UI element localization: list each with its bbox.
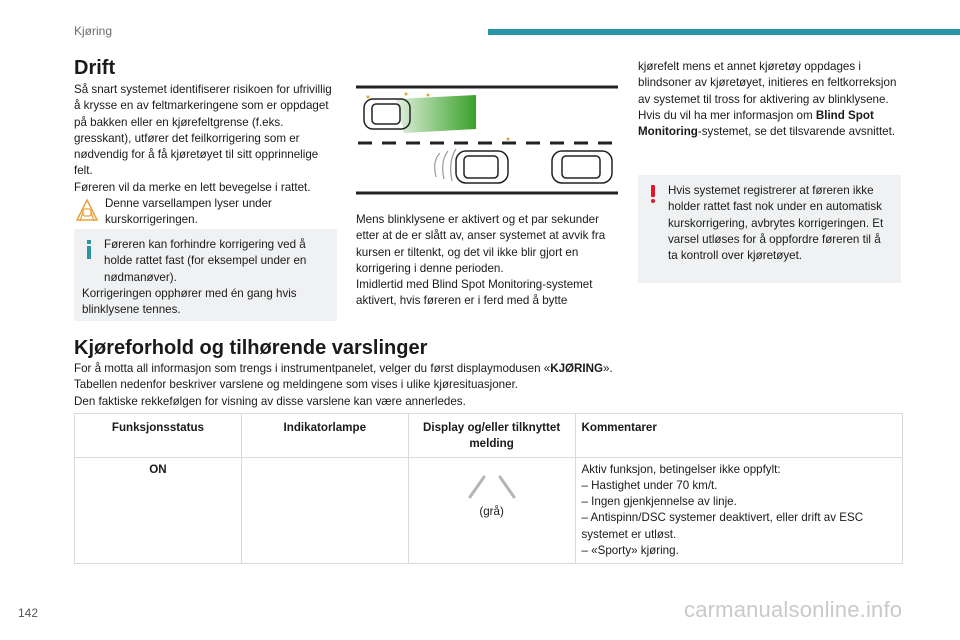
display-grey-label: (grå) <box>479 504 504 518</box>
cell-display <box>408 457 575 564</box>
bsm-link-pre: Hvis du vil ha mer informasjon om <box>638 108 816 122</box>
drift-paragraph-1: Så snart systemet identifiserer risikoen for ufrivillig å krysse en av feltmarkeringene som er oppdaget på bakken eller en kjørefeltgrense (f.eks. gresskant), utfører det feilkorrigering som er nødvendig for å få kjøretøyet til sitt opprinnelige felt. <box>74 83 332 178</box>
display-mode-name: KJØRING <box>550 362 604 375</box>
col-header-indicator: Indikatorlampe <box>241 414 408 458</box>
drift-body <box>74 82 332 229</box>
drift-title: Drift <box>74 57 116 79</box>
lane-departure-warning-icon <box>74 197 100 223</box>
conditions-intro <box>74 361 904 410</box>
comment-item: – Antispinn/DSC systemer deaktivert, eller drift av ESC systemet er utløst. <box>581 511 864 541</box>
info-note <box>74 229 337 321</box>
conditions-title: Kjøreforhold og tilhørende varslinger <box>74 337 428 359</box>
watermark: carmanualsonline.info <box>684 597 903 622</box>
col-header-status: Funksjonsstatus <box>75 414 242 458</box>
cell-comments <box>575 457 903 564</box>
comment-item: – Ingen gjenkjennelse av linje. <box>581 495 737 509</box>
cell-indicator <box>241 457 408 564</box>
col-header-comments: Kommentarer <box>575 414 903 458</box>
lamp-row <box>74 196 332 229</box>
middle-paragraph-1: Mens blinklysene er aktivert og et par sekunder etter at de er slått av, anser systemet at avvik fra kursen er tiltenkt, og det vil ikke blir gjort en korrigering i denne perioden. <box>356 213 606 275</box>
header-accent-bar <box>488 29 960 35</box>
col-header-display: Display og/eller tilknyttet melding <box>408 414 575 458</box>
alerts-table <box>74 413 903 564</box>
bsm-link-post: -systemet, se det tilsvarende avsnittet. <box>697 125 896 139</box>
table-row <box>75 457 903 564</box>
warning-note-text: Hvis systemet registrerer at føreren ikke holder rattet fast nok under en automatisk kurskorrigering, avbrytes korrigeringen. Et varsel utløses for å oppfordre føreren til å ta kontroll over kjøretøyet. <box>668 184 884 263</box>
page-number: 142 <box>18 606 39 620</box>
bsm-reference: Blind Spot Monitoring <box>638 108 874 139</box>
cell-status: ON <box>75 457 242 564</box>
info-note-line-1: Føreren kan forhindre korrigering ved å holde rattet fast (for eksempel under en nødmanøver). <box>104 238 307 284</box>
comment-title: Aktiv funksjon, betingelser ikke oppfylt: <box>581 462 781 476</box>
drift-paragraph-2: Føreren vil da merke en lett bevegelse i rattet. <box>74 180 311 194</box>
lamp-text: Denne varsellampen lyser under kurskorrigeringen. <box>105 197 272 227</box>
grey-lane-lines-icon <box>462 474 522 500</box>
intro-pre: For å motta all informasjon som trengs i instrumentpanelet, velger du først displaymodusen « <box>74 362 551 375</box>
comment-item: – «Sporty» kjøring. <box>581 544 679 558</box>
info-note-line-2: Korrigeringen opphører med én gang hvis blinklysene tennes. <box>82 286 297 317</box>
right-text <box>638 59 900 140</box>
section-header: Kjøring <box>74 24 113 38</box>
table-header-row <box>75 414 903 458</box>
conditions-intro-3: Den faktiske rekkefølgen for visning av disse varslene kan være annerledes. <box>74 394 466 408</box>
info-icon <box>84 240 94 259</box>
right-paragraph-2 <box>638 108 900 141</box>
middle-paragraph-2: Imidlertid med Blind Spot Monitoring-systemet aktivert, hvis føreren er i ferd med å bytte <box>356 278 593 308</box>
warning-note <box>638 175 901 283</box>
comment-item: – Hastighet under 70 km/t. <box>581 478 718 492</box>
conditions-intro-1 <box>74 361 904 377</box>
intro-post: ». <box>603 362 613 375</box>
middle-text <box>356 212 618 310</box>
lane-correction-illustration <box>356 85 618 195</box>
right-paragraph-1: kjørefelt mens et annet kjøretøy oppdages i blindsoner av kjøretøyet, initieres en feltkorreksjon av systemet til tross for aktivering av blinklysene. <box>638 60 897 106</box>
conditions-intro-2: Tabellen nedenfor beskriver varslene og meldingene som vises i ulike kjøresituasjoner. <box>74 378 519 392</box>
warning-icon <box>648 185 658 203</box>
